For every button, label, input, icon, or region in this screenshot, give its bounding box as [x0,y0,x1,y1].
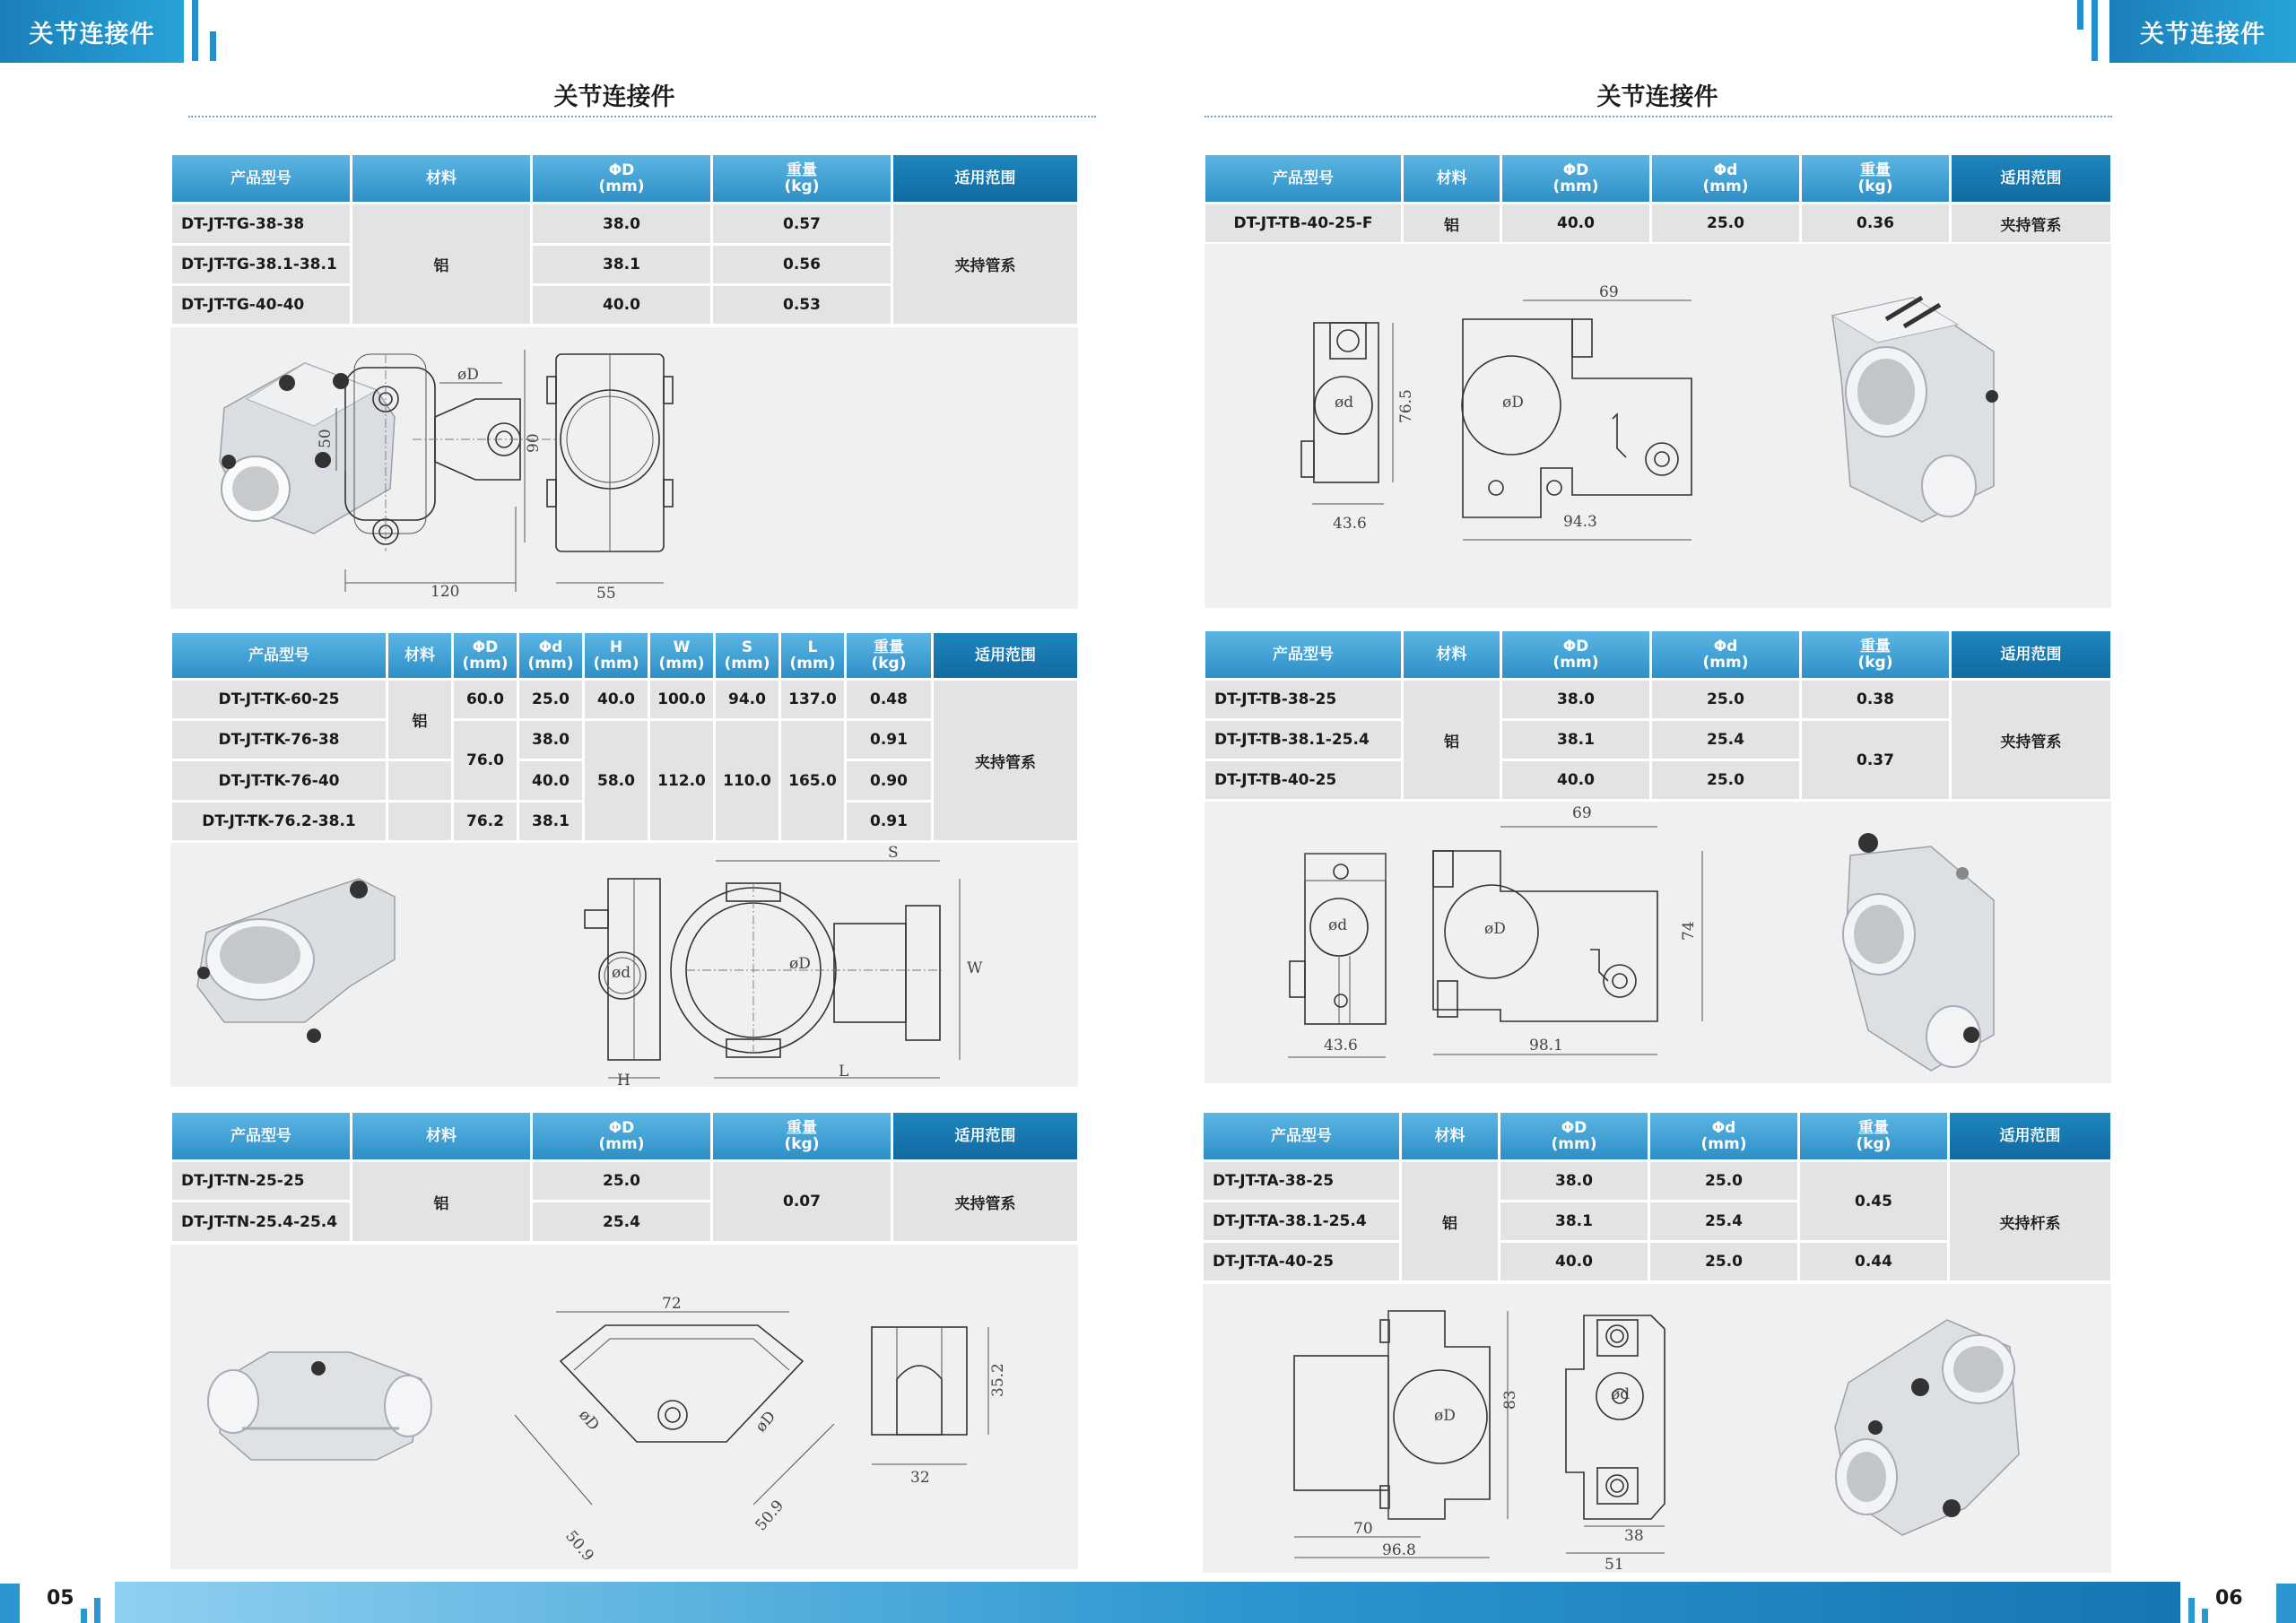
weight-cell: 0.91 [847,721,931,759]
footer-deco-bar [2188,1598,2195,1623]
svg-text:35.2: 35.2 [989,1363,1007,1397]
header-deco-bar [2092,0,2098,61]
svg-text:83: 83 [1501,1390,1519,1410]
svg-text:50.9: 50.9 [752,1497,788,1535]
tb-drawing [1205,802,2111,1083]
tb-f-front-view [1462,283,1692,540]
model-cell: DT-JT-TB-40-25-F [1205,204,1401,242]
weight-cell: 0.91 [847,803,931,840]
material-cell: 铝 [352,1162,530,1241]
model-cell: DT-JT-TN-25-25 [172,1162,350,1200]
header-deco-bar [2077,0,2083,30]
right-section-title: 关节连接件 [1596,83,1718,111]
model-cell: DT-JT-TB-40-25 [1205,761,1401,799]
svg-text:øD: øD [789,955,811,973]
footer-deco-bar [0,1584,20,1623]
spec-table-tn [170,1110,1080,1244]
col-phid: Φd (mm) [1650,1113,1797,1159]
ta-side-view [1566,1315,1665,1573]
material-empty-cell [388,803,451,840]
phiD-cell: 25.4 [533,1202,710,1241]
col-model: 产品型号 [172,155,350,202]
weight-cell: 0.90 [847,761,931,800]
spec-table-ta [1201,1110,2113,1283]
svg-text:ød: ød [612,964,631,982]
tn-side-view [872,1327,1007,1487]
col-W: W (mm) [650,633,713,678]
model-cell: DT-JT-TG-40-40 [172,286,350,324]
footer-deco-bar [81,1609,87,1623]
col-scope: 适用范围 [1952,631,2110,678]
right-title-rule [1205,116,2112,117]
phid-cell: 25.4 [1652,721,1799,759]
phid-cell: 25.0 [1650,1162,1797,1200]
col-model: 产品型号 [1205,155,1401,202]
svg-text:70: 70 [1353,1520,1373,1538]
svg-text:43.6: 43.6 [1333,515,1367,533]
col-scope: 适用范围 [1952,155,2110,202]
phid-cell: 40.0 [519,761,582,800]
weight-cell: 0.57 [713,204,891,243]
svg-text:S: S [888,844,899,862]
col-model: 产品型号 [1205,631,1401,678]
svg-text:51: 51 [1605,1556,1624,1573]
svg-text:øD: øD [575,1406,603,1435]
phid-cell: 25.0 [1652,761,1799,799]
col-phiD: ΦD (mm) [1502,155,1649,202]
model-cell: DT-JT-TG-38.1-38.1 [172,246,350,283]
tb-f-side-view [1301,323,1415,533]
phiD-cell: 38.1 [533,246,710,283]
drawing-panel-tk [170,843,1078,1087]
svg-text:120: 120 [430,583,460,601]
phiD-cell: 38.1 [1502,721,1649,759]
svg-text:50.9: 50.9 [561,1527,597,1566]
header-deco-bar [192,0,198,61]
svg-text:32: 32 [910,1469,930,1487]
tg-drawing [170,327,1078,609]
weight-cell: 0.45 [1800,1162,1947,1240]
tk-drawing [170,843,1078,1087]
page-number-left: 05 [47,1587,74,1610]
col-weight: 重量 (kg) [1802,155,1949,202]
S-cell: 94.0 [716,681,778,718]
col-model: 产品型号 [1204,1113,1399,1159]
weight-cell: 0.37 [1802,721,1949,799]
drawing-panel-tb-f [1205,244,2111,608]
svg-text:H: H [617,1072,631,1087]
spec-table-tg [170,152,1080,326]
scope-cell: 夹持管系 [893,204,1077,324]
footer-deco-bar [94,1598,100,1623]
drawing-panel-ta [1203,1284,2111,1573]
material-cell: 铝 [388,681,451,759]
phiD-cell: 40.0 [533,286,710,324]
page-number-right: 06 [2215,1587,2243,1610]
col-scope: 适用范围 [934,633,1077,678]
ta-drawing [1203,1284,2111,1573]
col-material: 材料 [1402,1113,1498,1159]
scope-cell: 夹持管系 [1952,204,2110,242]
phiD-cell: 38.0 [533,204,710,243]
weight-cell: 0.36 [1802,204,1949,242]
L-cell: 165.0 [781,721,844,840]
weight-cell: 0.07 [713,1162,891,1241]
phid-cell: 38.1 [519,803,582,840]
header-tab-right: 关节连接件 [2109,0,2296,63]
L-cell: 137.0 [781,681,844,718]
svg-text:69: 69 [1599,283,1619,301]
weight-cell: 0.38 [1802,681,1949,718]
tb-front-view [1433,804,1702,1055]
col-material: 材料 [388,633,451,678]
phiD-cell: 40.0 [1502,761,1649,799]
H-cell: 40.0 [585,681,648,718]
scope-cell: 夹持杆系 [1950,1162,2110,1280]
footer-gradient-bar [115,1582,2180,1623]
col-model: 产品型号 [172,633,386,678]
svg-text:98.1: 98.1 [1529,1037,1563,1055]
col-phiD: ΦD (mm) [1502,631,1649,678]
col-phid: Φd (mm) [1652,631,1799,678]
svg-text:ød: ød [1328,916,1348,934]
svg-text:øD: øD [1484,920,1506,938]
phid-cell: 25.0 [1650,1243,1797,1280]
spec-table-tb-f [1203,152,2113,245]
model-cell: DT-JT-TA-38.1-25.4 [1204,1202,1399,1240]
model-cell: DT-JT-TK-76.2-38.1 [172,803,386,840]
header-tab-left: 关节连接件 [0,0,184,63]
phid-cell: 25.0 [1652,681,1799,718]
col-weight: 重量 (kg) [713,155,891,202]
weight-cell: 0.56 [713,246,891,283]
tg-product-render [220,363,395,534]
weight-cell: 0.44 [1800,1243,1947,1280]
header-deco-bar [210,31,216,61]
col-material: 材料 [352,155,530,202]
drawing-panel-tb [1205,802,2111,1083]
svg-text:øD: øD [1434,1407,1456,1425]
col-S: S (mm) [716,633,778,678]
svg-text:94.3: 94.3 [1563,513,1597,531]
tn-product-render [208,1352,431,1460]
svg-text:74: 74 [1680,921,1698,941]
svg-text:96.8: 96.8 [1382,1541,1416,1559]
phid-cell: 25.0 [519,681,582,718]
H-cell: 58.0 [585,721,648,840]
footer-deco-bar [2276,1584,2296,1623]
svg-text:50: 50 [317,429,335,448]
material-cell: 铝 [352,204,530,324]
svg-text:ød: ød [1611,1385,1631,1403]
footer-deco-bar [2202,1609,2208,1623]
col-L: L (mm) [781,633,844,678]
phid-cell: 38.0 [519,721,582,759]
scope-cell: 夹持管系 [893,1162,1077,1241]
tb-product-render [1843,833,1994,1071]
col-weight: 重量 (kg) [1802,631,1949,678]
model-cell: DT-JT-TN-25.4-25.4 [172,1202,350,1241]
svg-text:90: 90 [525,433,543,453]
phid-cell: 25.4 [1650,1202,1797,1240]
ta-product-render [1835,1320,2019,1535]
svg-text:43.6: 43.6 [1324,1037,1358,1055]
W-cell: 112.0 [650,721,713,840]
model-cell: DT-JT-TK-76-40 [172,761,386,800]
S-cell: 110.0 [716,721,778,840]
phiD-cell: 76.2 [454,803,517,840]
tn-drawing [170,1245,1078,1569]
svg-text:76.5: 76.5 [1397,389,1415,423]
left-section-title: 关节连接件 [553,83,675,111]
col-scope: 适用范围 [1950,1113,2110,1159]
drawing-panel-tn [170,1245,1078,1569]
col-material: 材料 [352,1113,530,1159]
tb-side-view [1288,854,1386,1057]
model-cell: DT-JT-TG-38-38 [172,204,350,243]
col-phiD: ΦD (mm) [454,633,517,678]
ta-front-view [1294,1311,1519,1559]
col-material: 材料 [1404,155,1500,202]
svg-text:72: 72 [662,1295,682,1313]
phiD-cell: 38.0 [1500,1162,1648,1200]
W-cell: 100.0 [650,681,713,718]
col-phiD: ΦD (mm) [533,1113,710,1159]
drawing-panel-tg [170,327,1078,609]
col-model: 产品型号 [172,1113,350,1159]
phiD-cell: 38.1 [1500,1202,1648,1240]
tk-side-view [585,879,660,1087]
col-scope: 适用范围 [893,1113,1077,1159]
phiD-cell: 38.0 [1502,681,1649,718]
phiD-cell: 76.0 [454,721,517,800]
phid-cell: 25.0 [1652,204,1799,242]
tb-f-drawing [1205,244,2111,608]
tg-side-view [547,354,673,603]
tb-f-product-render [1832,298,1998,522]
phiD-cell: 25.0 [533,1162,710,1200]
svg-text:69: 69 [1572,804,1592,822]
spec-table-tk [170,630,1080,843]
model-cell: DT-JT-TA-40-25 [1204,1243,1399,1280]
tn-front-view [515,1295,834,1565]
col-material: 材料 [1404,631,1500,678]
col-phiD: ΦD (mm) [533,155,710,202]
left-title-rule [188,116,1096,117]
material-cell: 铝 [1404,681,1500,799]
phiD-cell: 40.0 [1502,204,1649,242]
model-cell: DT-JT-TB-38-25 [1205,681,1401,718]
model-cell: DT-JT-TA-38-25 [1204,1162,1399,1200]
svg-text:øD: øD [457,366,479,384]
svg-text:øD: øD [1502,394,1524,412]
scope-cell: 夹持管系 [1952,681,2110,799]
scope-cell: 夹持管系 [934,681,1077,840]
col-scope: 适用范围 [893,155,1077,202]
phiD-cell: 40.0 [1500,1243,1648,1280]
col-H: H (mm) [585,633,648,678]
material-cell: 铝 [1404,204,1500,242]
svg-text:øD: øD [752,1408,780,1436]
svg-text:L: L [839,1063,849,1081]
col-weight: 重量 (kg) [713,1113,891,1159]
col-phid: Φd (mm) [519,633,582,678]
col-weight: 重量 (kg) [847,633,931,678]
model-cell: DT-JT-TB-38.1-25.4 [1205,721,1401,759]
col-phid: Φd (mm) [1652,155,1799,202]
svg-text:ød: ød [1335,394,1354,412]
material-cell: 铝 [1402,1162,1498,1280]
material-empty-cell [388,761,451,800]
svg-text:W: W [967,959,983,977]
model-cell: DT-JT-TK-76-38 [172,721,386,759]
col-weight: 重量 (kg) [1800,1113,1947,1159]
phiD-cell: 60.0 [454,681,517,718]
svg-text:38: 38 [1624,1527,1644,1545]
spec-table-tb [1203,629,2113,802]
col-phiD: ΦD (mm) [1500,1113,1648,1159]
tk-product-render [197,879,395,1043]
weight-cell: 0.48 [847,681,931,718]
model-cell: DT-JT-TK-60-25 [172,681,386,718]
tk-front-view [671,844,983,1081]
weight-cell: 0.53 [713,286,891,324]
svg-text:55: 55 [596,585,616,603]
